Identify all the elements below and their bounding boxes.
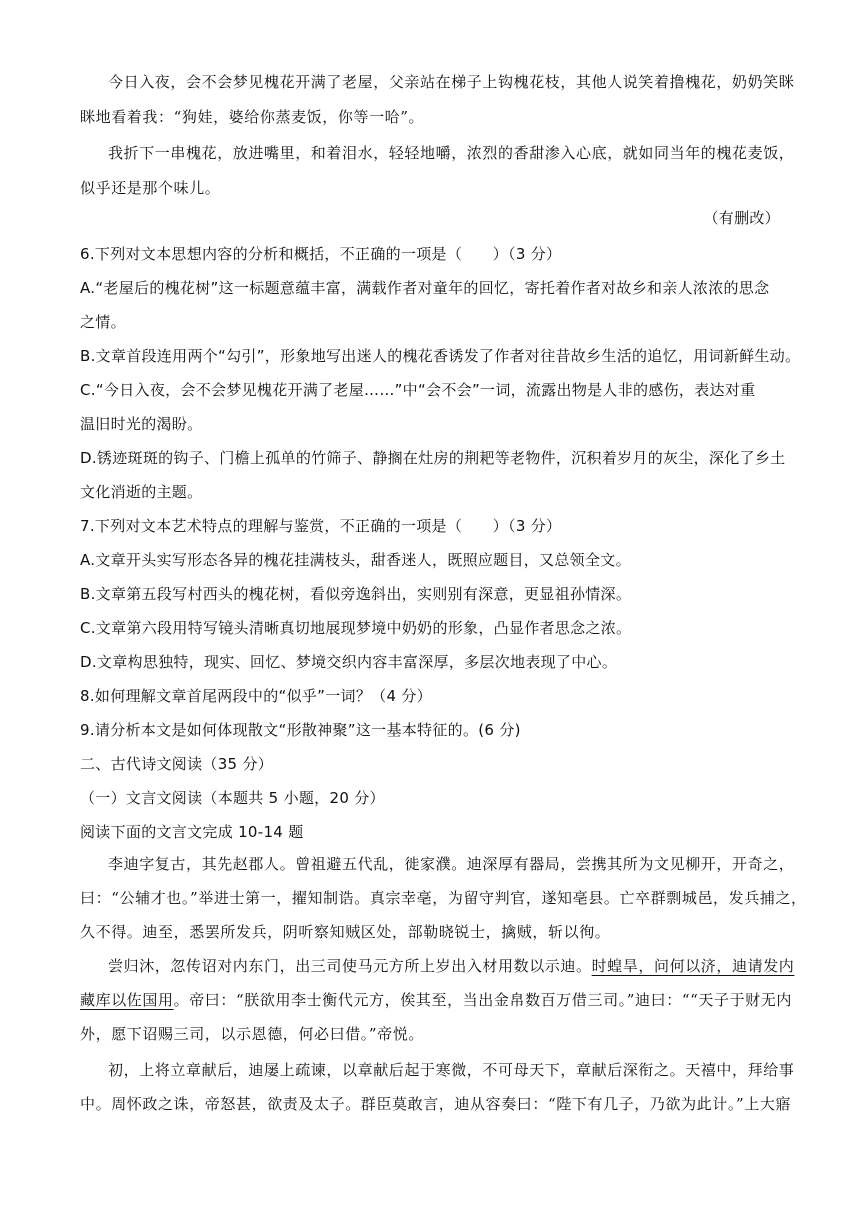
underlined-sentence: 藏库以佐国用: [80, 991, 174, 1009]
classical-paragraph-line: 初，上将立章献后，迪屡上疏谏，以章献后起于寒微，不可母天下，章献后深衔之。天禧中，拜给事: [108, 1061, 795, 1079]
underlined-sentence: 时蝗旱，问何以济，迪请发内: [591, 957, 795, 975]
passage-paragraph-line: 我折下一串槐花，放进嘴里，和着泪水，轻轻地嚼，浓烈的香甜渗入心底，就如同当年的槐花麦饭，: [108, 144, 795, 162]
question-6-option-b: B.文章首段连用两个“勾引”，形象地写出迷人的槐花香诱发了作者对往昔故乡生活的追忆，用词新鲜生动。: [80, 347, 801, 365]
classical-paragraph-line: 李迪字复古，其先赵郡人。曾祖避五代乱，徙家濮。迪深厚有器局，尝携其所为文见柳开，开奇之，: [108, 855, 795, 873]
section-subtitle: （一）文言文阅读（本题共 5 小题，20 分）: [80, 789, 385, 807]
classical-paragraph-line: 外，愿下诏赐三司，以示恩德，何必曰借。”帝悦。: [80, 1025, 424, 1043]
question-7-option-a: A.文章开头实写形态各异的槐花挂满枝头，甜香迷人，既照应题目，又总领全文。: [80, 551, 631, 569]
section-title: 二、古代诗文阅读（35 分）: [80, 755, 274, 773]
question-7-option-d: D.文章构思独特，现实、回忆、梦境交织内容丰富深厚，多层次地表现了中心。: [80, 653, 618, 671]
question-6-option-a: 之情。: [80, 313, 126, 331]
question-7-option-c: C.文章第六段用特写镜头清晰真切地展现梦境中奶奶的形象，凸显作者思念之浓。: [80, 619, 632, 637]
classical-paragraph-line: 久不得。迪至，悉罢所发兵，阴听察知贼区处，部勒晓锐士，擒贼，斩以徇。: [80, 923, 611, 941]
passage-paragraph-line: 眯地看着我：“狗娃，婆给你蒸麦饭，你等一哈”。: [80, 108, 425, 126]
question-7-option-b: B.文章第五段写村西头的槐花树，看似旁逸斜出，实则别有深意，更显祖孙情深。: [80, 585, 632, 603]
question-9: 9.请分析本文是如何体现散文“形散神聚”这一基本特征的。(6 分): [80, 721, 521, 739]
reading-instruction: 阅读下面的文言文完成 10-14 题: [80, 823, 304, 841]
classical-paragraph-line: [80, 990, 792, 1010]
question-6-option-d: D.锈迹斑斑的钩子、门檐上孤单的竹筛子、静搁在灶房的荆耙等老物件，沉积着岁月的灰尘，深化了乡土: [80, 449, 786, 467]
question-8: 8.如何理解文章首尾两段中的“似乎”一词？（4 分）: [80, 687, 432, 705]
question-6-option-a: A.“老屋后的槐花树”这一标题意蕴丰富，满载作者对童年的回忆，寄托着作者对故乡和亲人浓浓的思念: [80, 279, 770, 297]
question-6-option-c: 温旧时光的渴盼。: [80, 415, 203, 433]
question-6: 6.下列对文本思想内容的分析和概括，不正确的一项是（ ）（3 分）: [80, 245, 562, 263]
classical-text: 。帝曰：“朕欲用李士衡代元方，俟其至，当出金帛数百万借三司。”迪曰：““天子于财无内: [173, 991, 792, 1009]
question-6-option-d: 文化消逝的主题。: [80, 483, 203, 501]
classical-text: 尝归沐，忽传诏对内东门，出三司使马元方所上岁出入材用数以示迪。: [108, 957, 592, 975]
classical-paragraph-line: 中。周怀政之诛，帝怒甚，欲责及太子。群臣莫敢言，迪从容奏曰：“陛下有几子，乃欲为此计。”上大寤: [80, 1095, 792, 1113]
passage-paragraph-line: 今日入夜，会不会梦见槐花开满了老屋，父亲站在梯子上钩槐花枝，其他人说笑着撸槐花，奶奶笑眯: [108, 73, 795, 91]
question-7: 7.下列对文本艺术特点的理解与鉴赏，不正确的一项是（ ）（3 分）: [80, 517, 562, 535]
classical-paragraph-line: 曰：“公辅才也。”举进士第一，擢知制诰。真宗幸亳，为留守判官，遂知亳县。亡卒群剽城邑，发兵捕之，: [80, 889, 807, 907]
passage-paragraph-line: 似乎还是那个味儿。: [80, 179, 221, 197]
classical-paragraph-line: [108, 956, 795, 976]
question-6-option-c: C.“今日入夜，会不会梦见槐花开满了老屋……”中“会不会”一词，流露出物是人非的感伤，表达对重: [80, 381, 756, 399]
edit-note: （有删改）: [703, 209, 780, 227]
